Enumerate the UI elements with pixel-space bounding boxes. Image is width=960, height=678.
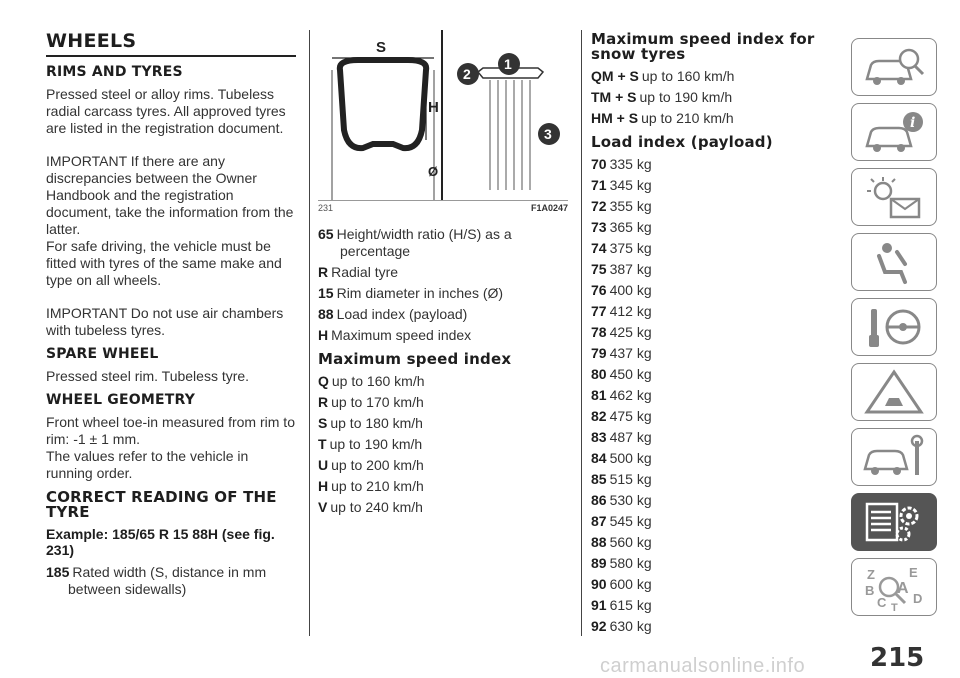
row-key: U	[318, 457, 329, 473]
row-value: 335 kg	[609, 156, 652, 172]
row-value: 560 kg	[609, 534, 652, 550]
index-row	[318, 394, 568, 411]
page-number: 215	[870, 643, 925, 673]
definition-row	[318, 327, 568, 344]
row-key: 74	[591, 240, 607, 256]
svg-text:i: i	[910, 115, 916, 131]
row-value: 500 kg	[609, 450, 652, 466]
row-key: TM + S	[591, 89, 637, 105]
index-row	[591, 597, 823, 614]
snow-heading: Maximum speed index for snow tyres	[591, 30, 815, 63]
row-key: 71	[591, 177, 607, 193]
index-row	[591, 618, 823, 635]
row-key: QM + S	[591, 68, 639, 84]
row-key: 90	[591, 576, 607, 592]
row-key: H	[318, 327, 329, 343]
index-row	[591, 555, 823, 572]
row-value: up to 160 km/h	[331, 373, 425, 389]
tab-breakdown[interactable]	[851, 363, 937, 421]
tab-car-magnifier[interactable]	[851, 38, 937, 96]
row-value: up to 240 km/h	[330, 499, 423, 515]
section-title: WHEELS	[46, 30, 296, 57]
column-middle	[318, 226, 568, 520]
callout-1-label: 1	[504, 56, 512, 72]
spare-paragraph: Pressed steel rim. Tubeless tyre.	[46, 368, 250, 384]
row-key: S	[318, 415, 328, 431]
column-divider	[581, 30, 582, 636]
row-value: up to 200 km/h	[331, 457, 424, 473]
label-h: H	[428, 99, 439, 116]
row-key: 77	[591, 303, 607, 319]
tab-seat-airbag[interactable]	[851, 233, 937, 291]
speed-heading: Maximum speed index	[318, 350, 512, 368]
definition-row	[318, 306, 568, 323]
load-heading: Load index (payload)	[591, 133, 773, 151]
index-row	[591, 387, 823, 404]
row-key: H	[318, 478, 329, 494]
index-row	[591, 513, 823, 530]
definition-row	[318, 226, 568, 260]
index-row	[591, 240, 823, 257]
index-row	[591, 576, 823, 593]
row-value: Load index (payload)	[336, 306, 468, 322]
example-text: Example: 185/65 R 15 88H (see fig. 231)	[46, 526, 275, 558]
tab-warning-lights[interactable]	[851, 168, 937, 226]
row-key: 86	[591, 492, 607, 508]
index-row	[591, 68, 823, 85]
geometry-heading: WHEEL GEOMETRY	[46, 392, 196, 408]
index-letters-icon	[861, 563, 927, 611]
row-key: 76	[591, 282, 607, 298]
row-key: 75	[591, 261, 607, 277]
row-key: 85	[591, 471, 607, 487]
index-row	[318, 436, 568, 453]
column-divider	[309, 30, 310, 636]
row-value: 412 kg	[609, 303, 652, 319]
row-key: 89	[591, 555, 607, 571]
row-key: HM + S	[591, 110, 639, 126]
svg-text:D: D	[913, 591, 923, 606]
tyre-diagram	[318, 30, 568, 200]
row-value: 400 kg	[609, 282, 652, 298]
row-value: 375 kg	[609, 240, 652, 256]
figure-number: 231	[318, 203, 334, 213]
row-value: 515 kg	[609, 471, 652, 487]
key-steering-wheel-icon	[861, 303, 927, 351]
svg-text:Z: Z	[867, 567, 875, 582]
row-value: 530 kg	[609, 492, 652, 508]
index-row	[318, 478, 568, 495]
column-right	[591, 30, 823, 639]
index-row	[591, 303, 823, 320]
index-row	[591, 366, 823, 383]
svg-text:C: C	[877, 595, 887, 610]
definition-key: 185	[46, 564, 70, 580]
row-value: up to 210 km/h	[331, 478, 424, 494]
definition-list	[318, 226, 568, 344]
svg-text:T: T	[891, 602, 898, 611]
technical-data-icon	[861, 498, 927, 546]
row-value: 345 kg	[609, 177, 652, 193]
rims-paragraph-3: For safe driving, the vehicle must be fitted with tyres of the same make and type on all wheels.	[46, 238, 282, 288]
definition-row	[318, 285, 568, 302]
row-key: 72	[591, 198, 607, 214]
row-value: Radial tyre	[331, 264, 399, 280]
row-key: 78	[591, 324, 607, 340]
snow-speed-list	[591, 68, 823, 127]
car-service-icon	[861, 433, 927, 481]
row-value: up to 210 km/h	[641, 110, 734, 126]
label-diameter: Ø	[428, 164, 439, 179]
index-row	[318, 415, 568, 432]
row-value: 437 kg	[609, 345, 652, 361]
svg-text:B: B	[865, 583, 875, 598]
row-value: 475 kg	[609, 408, 652, 424]
row-value: Rim diameter in inches (Ø)	[336, 285, 504, 301]
index-row	[591, 492, 823, 509]
index-row	[591, 450, 823, 467]
row-value: 450 kg	[609, 366, 652, 382]
row-key: V	[318, 499, 328, 515]
row-value: up to 180 km/h	[330, 415, 423, 431]
tyre-section	[340, 60, 426, 148]
geometry-paragraph-1: Front wheel toe-in measured from rim to rim: -1 ± 1 mm.	[46, 414, 295, 447]
chapter-sidebar	[851, 38, 937, 623]
speed-index-list	[318, 373, 568, 516]
index-row	[591, 89, 823, 106]
index-row	[591, 219, 823, 236]
tab-key-steering[interactable]	[851, 298, 937, 356]
column-left	[46, 30, 296, 602]
row-value: 355 kg	[609, 198, 652, 214]
row-key: 73	[591, 219, 607, 235]
car-magnifier-icon	[861, 43, 927, 91]
row-value: 462 kg	[609, 387, 652, 403]
row-key: 79	[591, 345, 607, 361]
index-row	[318, 457, 568, 474]
tab-car-service[interactable]	[851, 428, 937, 486]
car-info-icon	[861, 108, 927, 156]
index-row	[591, 282, 823, 299]
index-row	[591, 198, 823, 215]
row-key: R	[318, 264, 329, 280]
row-key: 92	[591, 618, 607, 634]
row-key: T	[318, 436, 327, 452]
spare-heading: SPARE WHEEL	[46, 346, 159, 362]
row-key: 80	[591, 366, 607, 382]
row-key: 91	[591, 597, 607, 613]
row-key: 81	[591, 387, 607, 403]
index-row	[318, 499, 568, 516]
definition-185	[46, 564, 296, 598]
label-s: S	[376, 39, 387, 56]
rims-heading: RIMS AND TYRES	[46, 64, 183, 80]
index-row	[591, 324, 823, 341]
footer-watermark: carmanualsonline.info	[600, 655, 806, 677]
geometry-paragraph-2: The values refer to the vehicle in running order.	[46, 448, 249, 481]
row-value: Height/width ratio (H/S) as a percentage	[336, 226, 512, 259]
figure-code: F1A0247	[530, 203, 568, 213]
callout-3-label: 3	[544, 126, 552, 142]
rims-paragraph-4: IMPORTANT Do not use air chambers with tubeless tyres.	[46, 305, 284, 338]
row-key: Q	[318, 373, 329, 389]
definition-row	[318, 264, 568, 281]
row-key: 87	[591, 513, 607, 529]
row-value: 487 kg	[609, 429, 652, 445]
breakdown-triangle-icon	[861, 368, 927, 416]
rims-paragraph-2: IMPORTANT If there are any discrepancies between the Owner Handbook and the registration document, take the information from the latter.	[46, 153, 294, 237]
index-row	[591, 471, 823, 488]
row-value: 580 kg	[609, 555, 652, 571]
row-key: 82	[591, 408, 607, 424]
row-value: up to 190 km/h	[639, 89, 733, 105]
row-value: 387 kg	[609, 261, 652, 277]
reading-heading: CORRECT READING OF THE TYRE	[46, 488, 277, 521]
row-value: 425 kg	[609, 324, 652, 340]
index-row	[591, 156, 823, 173]
row-value: up to 190 km/h	[329, 436, 423, 452]
index-row	[591, 345, 823, 362]
row-key: 65	[318, 226, 334, 242]
row-value: 600 kg	[609, 576, 652, 592]
callout-2-label: 2	[463, 66, 471, 82]
definition-value: Rated width (S, distance in mm between sidewalls)	[68, 564, 267, 597]
tab-technical-data[interactable]	[851, 493, 937, 551]
index-row	[591, 534, 823, 551]
index-row	[591, 110, 823, 127]
row-value: 545 kg	[609, 513, 652, 529]
svg-text:A: A	[897, 580, 909, 597]
row-key: 83	[591, 429, 607, 445]
index-row	[591, 177, 823, 194]
seat-airbag-icon	[861, 238, 927, 286]
tab-index[interactable]	[851, 558, 937, 616]
sidewall-lines	[490, 80, 530, 190]
load-index-list	[591, 156, 823, 635]
row-value: 615 kg	[609, 597, 652, 613]
row-value: up to 170 km/h	[331, 394, 424, 410]
row-key: R	[318, 394, 329, 410]
row-key: 84	[591, 450, 607, 466]
row-value: up to 160 km/h	[641, 68, 735, 84]
rims-paragraph-1: Pressed steel or alloy rims. Tubeless radial carcass tyres. All approved tyres are listed in the registration document.	[46, 86, 286, 136]
row-value: 365 kg	[609, 219, 652, 235]
tab-car-info[interactable]	[851, 103, 937, 161]
figure-caption	[318, 200, 568, 213]
row-key: 70	[591, 156, 607, 172]
row-key: 15	[318, 285, 334, 301]
row-key: 88	[591, 534, 607, 550]
index-row	[591, 408, 823, 425]
index-row	[591, 261, 823, 278]
warning-lights-icon	[861, 173, 927, 221]
index-row	[591, 429, 823, 446]
tyre-figure	[318, 30, 568, 210]
index-row	[318, 373, 568, 390]
svg-text:E: E	[909, 565, 918, 580]
row-key: 88	[318, 306, 334, 322]
row-value: Maximum speed index	[331, 327, 472, 343]
row-value: 630 kg	[609, 618, 652, 634]
